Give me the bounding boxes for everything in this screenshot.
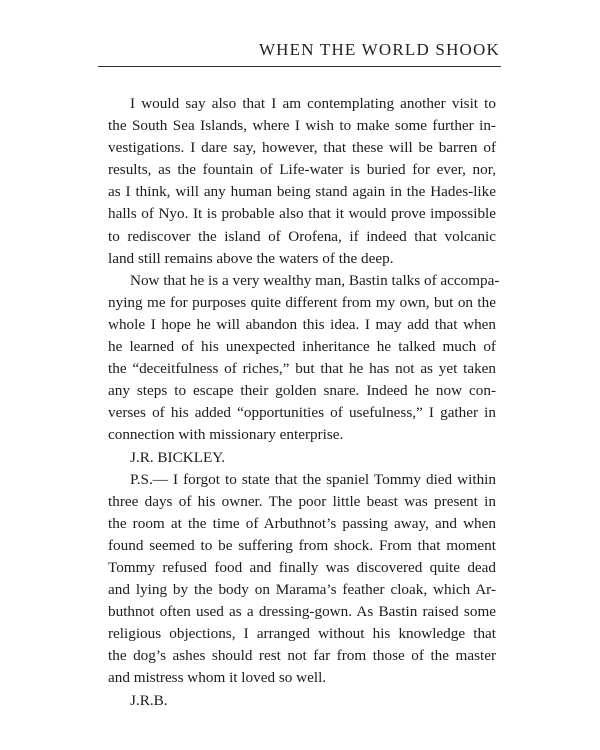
signature-bickley: J.R. BICKLEY.	[130, 448, 226, 466]
text-line: and mistress whom it loved so well.	[108, 669, 327, 687]
text-line: results, as the fountain of Life-water is buried for ever, nor,	[108, 161, 496, 179]
text-line: buthnot often used as a dressing-gown. As Bastin raised some	[108, 603, 496, 621]
text-line: the South Sea Islands, where I wish to make some further in-	[108, 117, 496, 135]
paragraph-1	[108, 93, 496, 270]
paragraph-2	[108, 270, 500, 447]
text-line: whole I hope he will abandon this idea. I may add that when	[108, 315, 496, 333]
text-line: P.S.— I forgot to state that the spaniel Tommy died within	[130, 470, 496, 488]
text-line: connection with missionary enterprise.	[108, 426, 344, 444]
body-text	[108, 93, 500, 712]
text-line: the “deceitfulness of riches,” but that he has not as yet taken	[108, 360, 496, 378]
header-rule	[98, 66, 501, 67]
text-line: any steps to escape their golden snare. Indeed he now con-	[108, 382, 496, 400]
text-line: the dog’s ashes should rest not far from those of the master	[108, 647, 496, 665]
text-line: to rediscover the island of Orofena, if indeed that volcanic	[108, 227, 496, 245]
text-line: vestigations. I dare say, however, that these will be barren of	[108, 139, 496, 157]
text-line: three days of his owner. The poor little beast was present in	[108, 492, 496, 510]
text-line: he learned of his unexpected inheritance he talked much of	[108, 338, 496, 356]
text-line: as I think, will any human being stand again in the Hades-like	[108, 183, 496, 201]
text-line: religious objections, I arranged without his knowledge that	[108, 625, 496, 643]
text-line: I would say also that I am contemplating another visit to	[130, 95, 496, 112]
text-line: the room at the time of Arbuthnot’s passing away, and when	[108, 514, 496, 532]
text-line: and lying by the body on Marama’s feather cloak, which Ar-	[108, 581, 496, 599]
signature-initials: J.R.B.	[130, 691, 168, 709]
text-line: Now that he is a very wealthy man, Bastin talks of accompa-	[130, 271, 500, 289]
postscript	[108, 469, 496, 690]
text-line: Tommy refused food and finally was discovered quite dead	[108, 558, 496, 576]
text-line: verses of his added “opportunities of usefulness,” I gather in	[108, 404, 496, 422]
text-line: found seemed to be suffering from shock. From that moment	[108, 536, 496, 554]
running-head: WHEN THE WORLD SHOOK	[258, 40, 500, 59]
text-line: halls of Nyo. It is probable also that it would prove impossible	[108, 205, 496, 223]
text-line: land still remains above the waters of the deep.	[108, 249, 394, 267]
text-line: nying me for purposes quite different from my own, but on the	[108, 293, 496, 311]
